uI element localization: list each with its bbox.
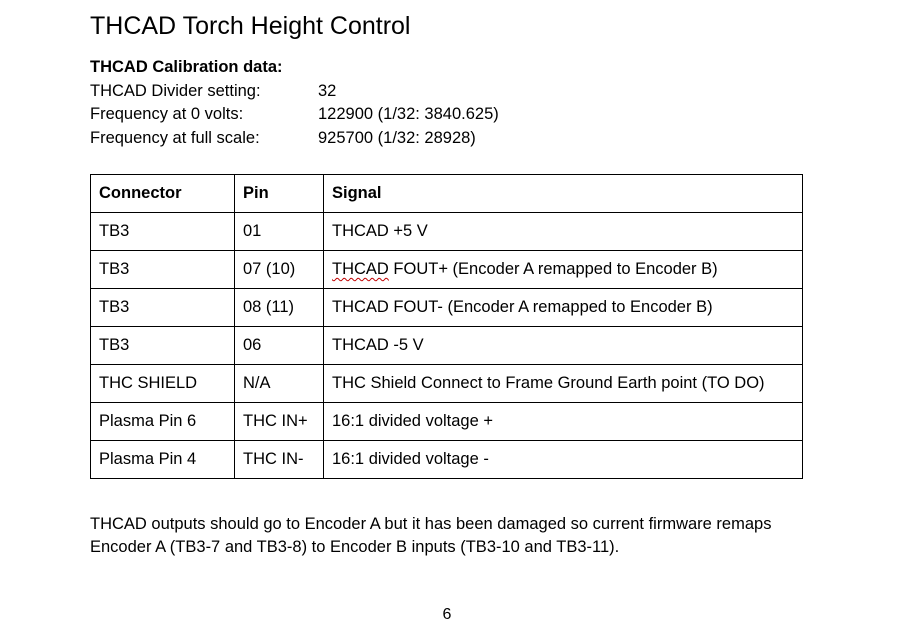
cell-pin: 08 (11) — [235, 289, 324, 327]
calibration-heading: THCAD Calibration data: — [90, 58, 283, 76]
note-paragraph: THCAD outputs should go to Encoder A but it has been damaged so current firmware remaps Encoder A (TB3-7 and TB3-8) to Encoder B inputs (TB3-10 and TB3-11). — [90, 515, 772, 556]
cell-signal: THCAD -5 V — [324, 327, 803, 365]
cell-pin: 07 (10) — [235, 251, 324, 289]
table-header-row — [91, 175, 803, 213]
cell-pin: THC IN+ — [235, 403, 324, 441]
cell-pin: 01 — [235, 213, 324, 251]
cell-pin: 06 — [235, 327, 324, 365]
cell-connector: Plasma Pin 4 — [91, 441, 235, 479]
calibration-value: 925700 (1/32: 28928) — [318, 128, 476, 147]
spellcheck-word: THCAD — [332, 260, 389, 278]
calibration-row — [90, 103, 499, 127]
page-title: THCAD Torch Height Control — [90, 12, 411, 40]
table-row — [91, 327, 803, 365]
cell-pin: N/A — [235, 365, 324, 403]
cell-signal — [324, 251, 803, 289]
calibration-row — [90, 127, 499, 151]
calibration-label: THCAD Divider setting: — [90, 81, 261, 100]
calibration-label: Frequency at full scale: — [90, 128, 260, 147]
table-row — [91, 365, 803, 403]
table-row — [91, 213, 803, 251]
header-connector: Connector — [91, 175, 235, 213]
calibration-row — [90, 80, 499, 104]
cell-signal: 16:1 divided voltage - — [324, 441, 803, 479]
table-row — [91, 289, 803, 327]
calibration-value: 122900 (1/32: 3840.625) — [318, 105, 499, 123]
connector-table — [90, 174, 803, 479]
page-number: 6 — [442, 606, 452, 623]
cell-signal: 16:1 divided voltage + — [324, 403, 803, 441]
cell-connector: TB3 — [91, 213, 235, 251]
cell-pin: THC IN- — [235, 441, 324, 479]
signal-rest: FOUT+ (Encoder A remapped to Encoder B) — [388, 260, 718, 278]
header-pin: Pin — [235, 175, 324, 213]
header-signal: Signal — [324, 175, 803, 213]
cell-connector: THC SHIELD — [91, 365, 235, 403]
cell-signal: THCAD FOUT- (Encoder A remapped to Encoder B) — [324, 289, 803, 327]
table-row — [91, 251, 803, 289]
cell-connector: TB3 — [91, 289, 235, 327]
table-row — [91, 441, 803, 479]
cell-signal: THCAD +5 V — [324, 213, 803, 251]
table-row — [91, 403, 803, 441]
calibration-label: Frequency at 0 volts: — [90, 105, 244, 123]
cell-signal: THC Shield Connect to Frame Ground Earth point (TO DO) — [324, 365, 803, 403]
cell-connector: TB3 — [91, 251, 235, 289]
cell-connector: TB3 — [91, 327, 235, 365]
cell-connector: Plasma Pin 6 — [91, 403, 235, 441]
calibration-section — [90, 56, 499, 150]
calibration-value: 32 — [318, 81, 337, 100]
